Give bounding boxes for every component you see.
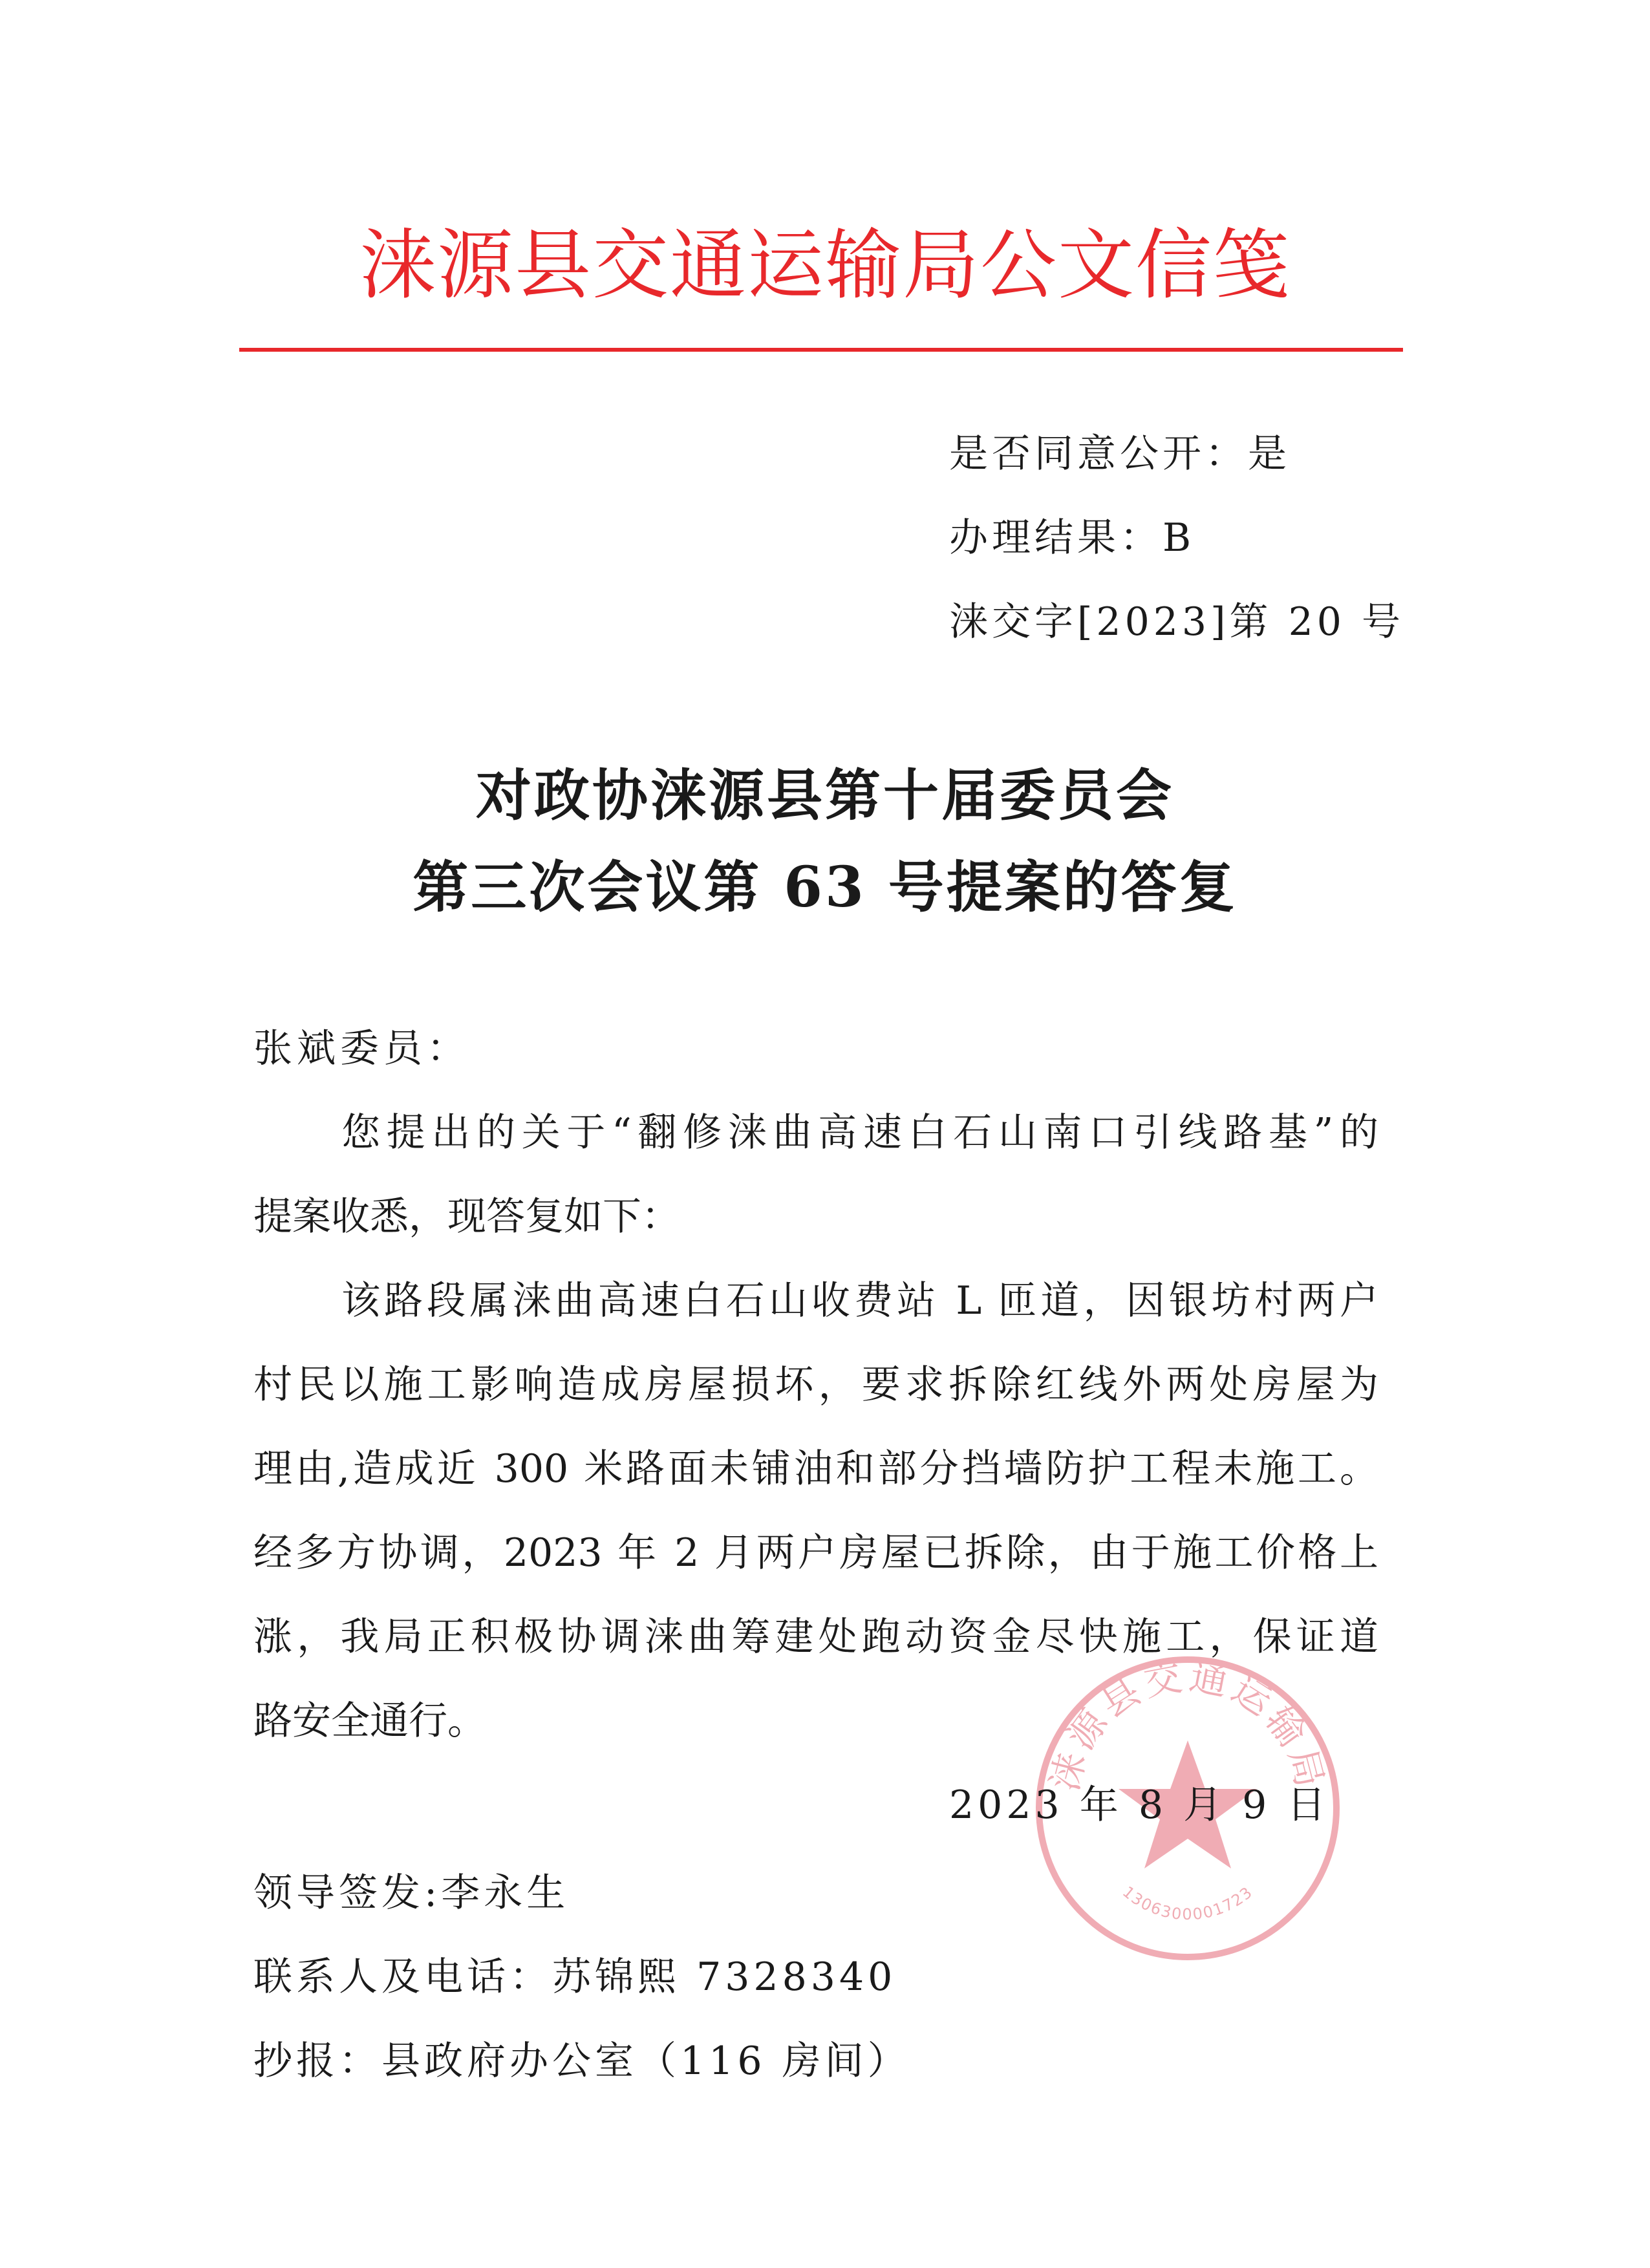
paragraph-2-line-3: 理由,造成近 300 米路面未铺油和部分挡墙防护工程未施工。 <box>253 1446 1378 1492</box>
document-title-line-1: 对政协涞源县第十届委员会 <box>476 763 1174 828</box>
seal-code: 1306300001723 <box>1119 1883 1257 1924</box>
paragraph-2-line-4: 经多方协调，2023 年 2 月两户房屋已拆除，由于施工价格上 <box>253 1530 1378 1576</box>
salutation: 张斌委员： <box>253 1026 470 1071</box>
paragraph-2-line-2: 村民以施工影响造成房屋损坏，要求拆除红线外两处房屋为 <box>253 1362 1378 1407</box>
reply-date: 2023 年 8 月 9 日 <box>949 1782 1330 1828</box>
meta-handling-result: 办理结果：B <box>949 515 1195 561</box>
contact-person-phone: 联系人及电话：苏锦熙 7328340 <box>253 1954 897 2000</box>
meta-document-number: 涞交字[2023]第 20 号 <box>949 599 1405 645</box>
paragraph-1-line-2: 提案收悉，现答复如下： <box>253 1194 680 1239</box>
paragraph-1-line-1: 您提出的关于“翻修涞曲高速白石山南口引线路基”的 <box>341 1110 1378 1155</box>
signing-leader: 领导签发:李永生 <box>253 1870 570 1916</box>
seal-agency-name: 涞源县交通运输局 <box>1042 1654 1333 1795</box>
paragraph-2-line-1: 该路段属涞曲高速白石山收费站 L 匝道，因银坊村两户 <box>341 1278 1378 1323</box>
paragraph-2-line-5: 涨，我局正积极协调涞曲筹建处跑动资金尽快施工，保证道 <box>253 1614 1378 1660</box>
copy-to-recipient: 抄报：县政府办公室（116 房间） <box>253 2038 910 2084</box>
meta-public-consent: 是否同意公开：是 <box>949 431 1291 476</box>
paragraph-2-line-6: 路安全通行。 <box>253 1698 486 1744</box>
letterhead-rule <box>239 348 1403 352</box>
letterhead-title: 涞源县交通运输局公文信笺 <box>359 220 1291 310</box>
document-title-line-2: 第三次会议第 63 号提案的答复 <box>412 855 1238 920</box>
